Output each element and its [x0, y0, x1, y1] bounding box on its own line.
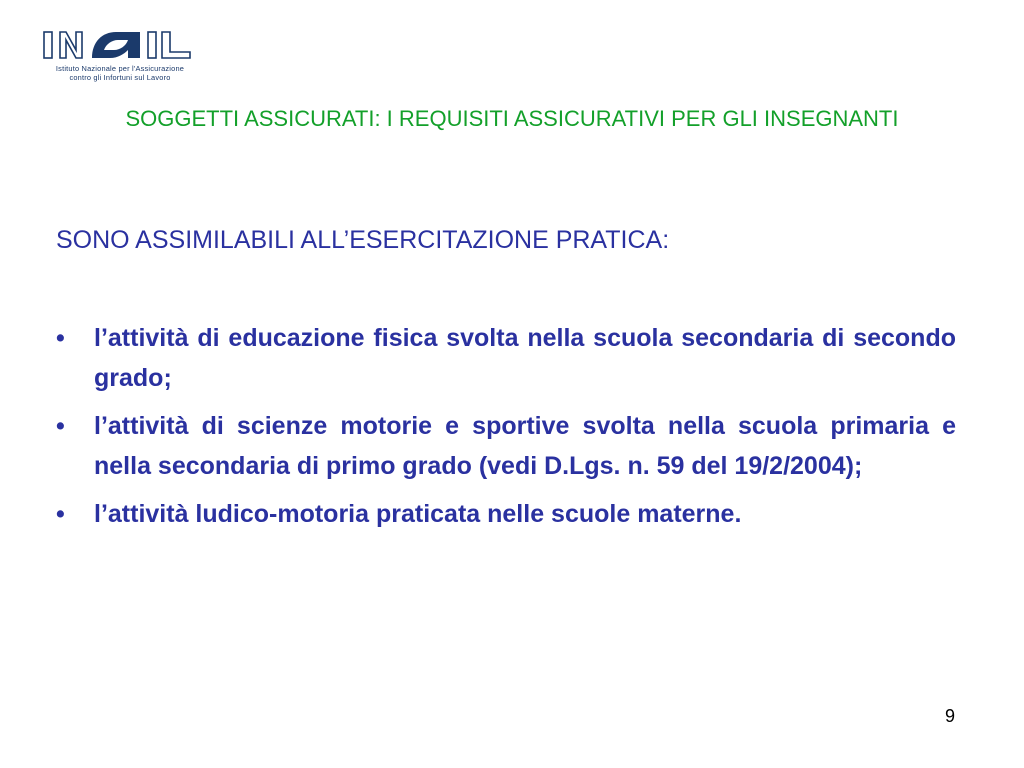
bullet-text: l’attività di educazione fisica svolta nella scuola secondaria di secondo grado; [94, 324, 956, 392]
bullet-text: l’attività ludico-motoria praticata nelle scuole materne. [94, 500, 742, 528]
logo-subtitle-line-1: Istituto Nazionale per l'Assicurazione [55, 64, 185, 73]
slide-title: SOGGETTI ASSICURATI: I REQUISITI ASSICURATIVI PER GLI INSEGNANTI [125, 106, 899, 131]
bullet-text: l’attività di scienze motorie e sportive svolta nella scuola primaria e nella secondaria di primo grado (vedi D.Lgs. n. 59 del 19/2/2004); [94, 412, 956, 480]
page-number: 9 [945, 706, 956, 726]
inail-logo [40, 28, 210, 82]
logo-subtitle-line-2: contro gli Infortuni sul Lavoro [69, 73, 171, 82]
bullet-item [56, 494, 956, 534]
bullet-icon: • [56, 412, 65, 440]
bullet-item [56, 406, 956, 486]
section-heading: SONO ASSIMILABILI ALL’ESERCITAZIONE PRATICA: [56, 226, 670, 254]
bullet-item [56, 318, 956, 398]
bullet-list [56, 318, 956, 542]
bullet-icon: • [56, 500, 65, 528]
bullet-icon: • [56, 324, 65, 352]
inail-wordmark-icon [40, 28, 200, 62]
logo-subtitle [40, 64, 200, 82]
